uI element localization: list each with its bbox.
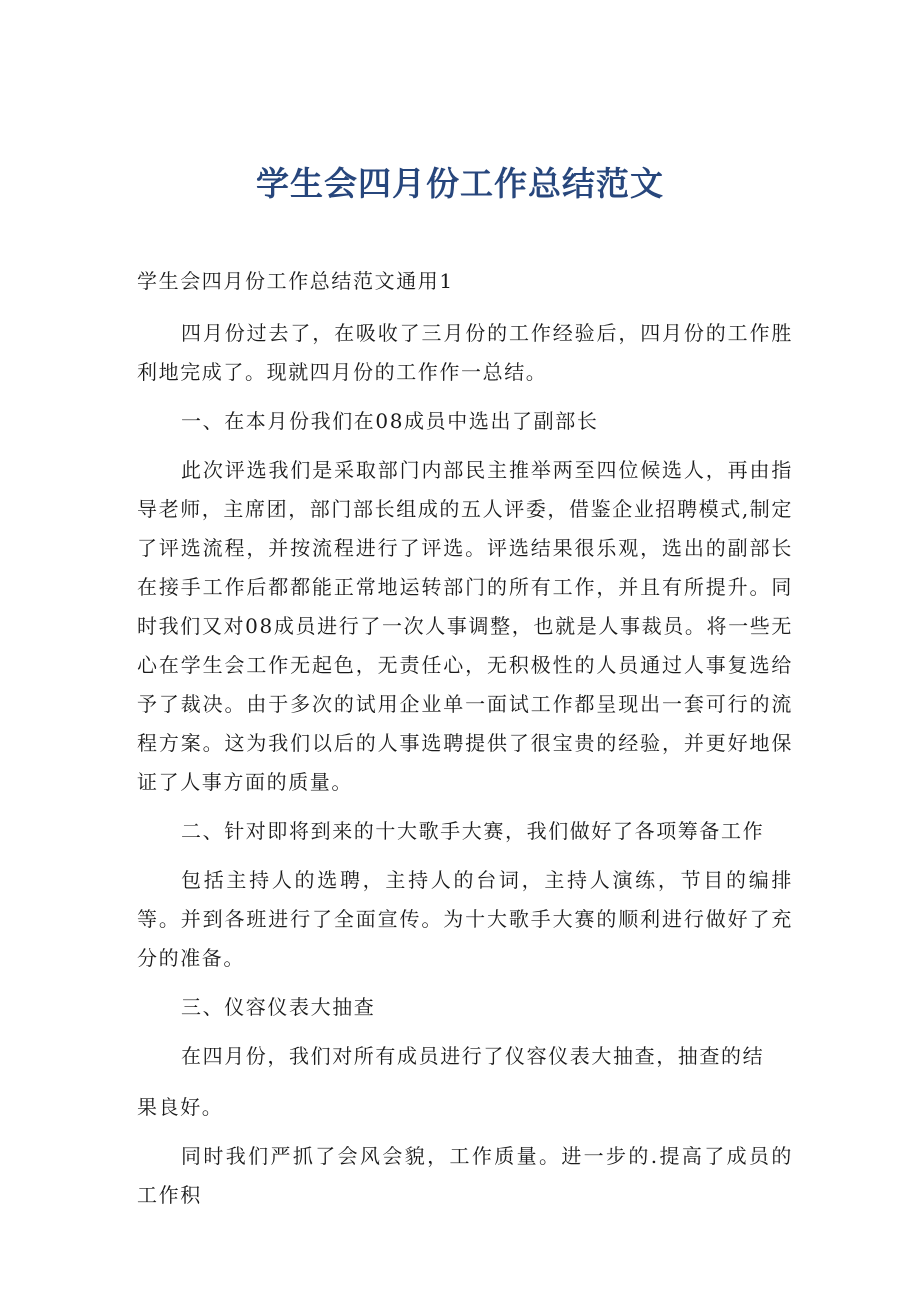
document-body bbox=[137, 262, 793, 1225]
paragraph-section-2: 包括主持人的选聘，主持人的台词，主持人演练，节目的编排等。并到各班进行了全面宣传。为十大歌手大赛的顺利进行做好了充分的准备。 bbox=[137, 868, 793, 970]
section-heading-2: 二、针对即将到来的十大歌手大赛，我们做好了各项筹备工作 bbox=[181, 819, 765, 843]
paragraph-section-1: 此次评选我们是采取部门内部民主推举两至四位候选人，再由指导老师，主席团，部门部长组成的五人评委，借鉴企业招聘模式,制定了评选流程，并按流程进行了评选。评选结果很乐观，选出的副部长在接手工作后都都能正常地运转部门的所有工作，并且有所提升。同时我们又对08成员进行了一次人事调整，也就是人事裁员。将一些无心在学生会工作无起色，无责任心，无积极性的人员通过人事复选给予了裁决。由于多次的试用企业单一面试工作都呈现出一套可行的流程方案。这为我们以后的人事选聘提供了很宝贵的经验，并更好地保证了人事方面的质量。 bbox=[137, 458, 793, 794]
paragraph-closing: 同时我们严抓了会风会貌，工作质量。进一步的.提高了成员的工作积 bbox=[137, 1144, 793, 1207]
paragraph-section-3-line: 在四月份，我们对所有成员进行了仪容仪表大抽查，抽查的结 bbox=[181, 1044, 765, 1068]
document-title: 学生会四月份工作总结范文 bbox=[256, 164, 664, 203]
document-subtitle: 学生会四月份工作总结范文通用1 bbox=[137, 269, 454, 293]
paragraph-section-3-continuation: 果良好。 bbox=[137, 1095, 224, 1119]
section-heading-3: 三、仪容仪表大抽查 bbox=[181, 995, 376, 1019]
section-heading-1: 一、在本月份我们在08成员中选出了副部长 bbox=[181, 409, 599, 433]
paragraph-intro: 四月份过去了，在吸收了三月份的工作经验后，四月份的工作胜利地完成了。现就四月份的工作作一总结。 bbox=[137, 321, 793, 384]
